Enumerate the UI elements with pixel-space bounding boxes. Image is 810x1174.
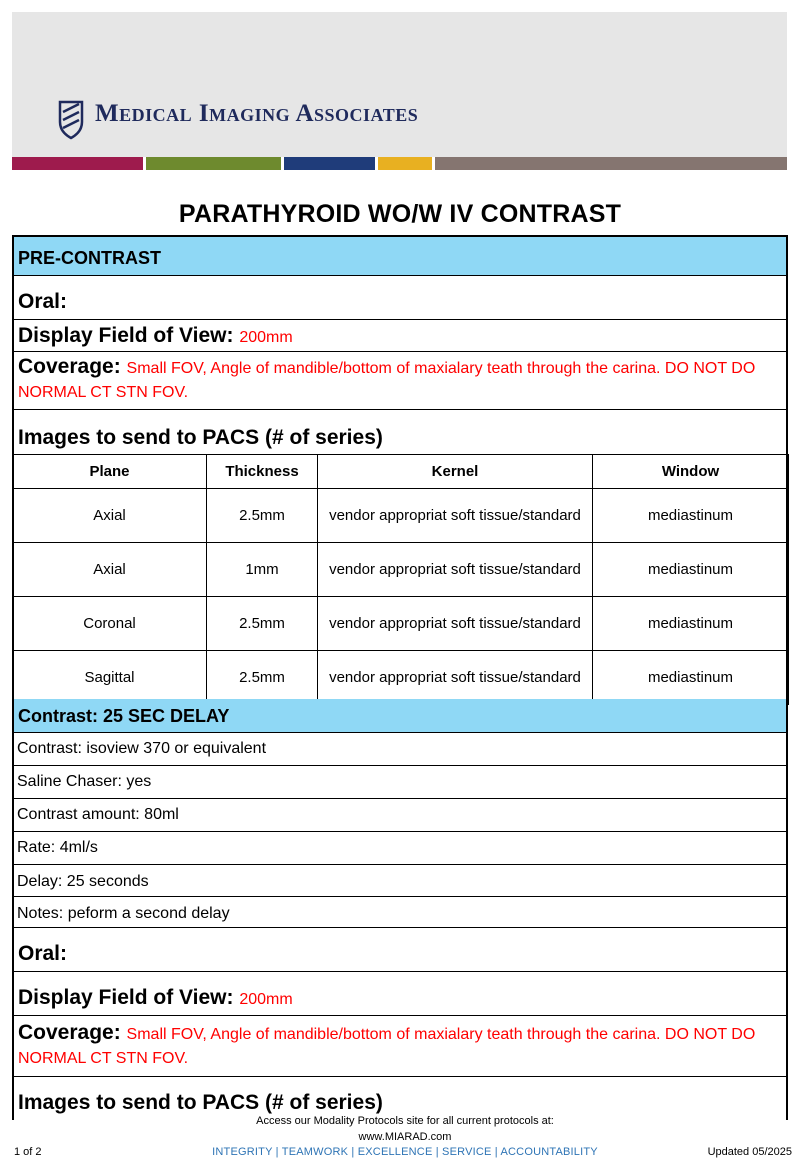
cell-thickness: 2.5mm xyxy=(207,489,318,543)
table-row xyxy=(13,489,789,543)
oral-row-2 xyxy=(12,928,788,972)
series-table xyxy=(12,454,789,705)
company-logo-text: Medical Imaging Associates xyxy=(95,100,419,127)
page-number: 1 of 2 xyxy=(14,1146,42,1158)
header-thickness: Thickness xyxy=(207,455,318,489)
footer-access-text: Access our Modality Protocols site for all current protocols at: xyxy=(256,1115,554,1127)
dfov-label-line-2 xyxy=(14,972,786,1010)
table-row xyxy=(13,597,789,651)
table-row xyxy=(13,543,789,597)
contrast-amount-text: Contrast amount: 80ml xyxy=(17,806,179,823)
coverage-text-4: NORMAL CT STN FOV. xyxy=(18,1050,189,1067)
cell-plane: Sagittal xyxy=(13,651,207,705)
dfov-label-2: Display Field of View: xyxy=(18,986,234,1009)
contrast-line xyxy=(12,733,788,766)
oral-label-2: Oral: xyxy=(18,942,68,965)
cell-plane: Coronal xyxy=(13,597,207,651)
cell-window: mediastinum xyxy=(593,597,789,651)
coverage-line xyxy=(14,352,786,382)
coverage-line-2 xyxy=(14,1016,786,1048)
images-label: Images to send to PACS (# of series) xyxy=(18,426,383,449)
series-header-row xyxy=(13,455,789,489)
contrast-line xyxy=(12,766,788,799)
dfov-label-line xyxy=(14,320,786,348)
coverage-row-2 xyxy=(12,1016,788,1077)
brand-stripe-3 xyxy=(284,157,375,170)
table-row xyxy=(13,651,789,705)
coverage-label-2: Coverage: xyxy=(18,1021,121,1044)
header-plane: Plane xyxy=(13,455,207,489)
contrast-heading-text: Contrast: 25 SEC DELAY xyxy=(18,706,230,726)
oral-row xyxy=(12,276,788,320)
pre-contrast-heading xyxy=(12,235,788,276)
brand-stripe-4 xyxy=(378,157,432,170)
rate-text: Rate: 4ml/s xyxy=(17,839,98,856)
cell-window: mediastinum xyxy=(593,489,789,543)
cell-kernel: vendor appropriat soft tissue/standard xyxy=(318,597,593,651)
images-row xyxy=(12,410,788,455)
cell-window: mediastinum xyxy=(593,543,789,597)
dfov-value-2: 200mm xyxy=(239,991,293,1008)
contrast-line xyxy=(12,832,788,865)
contrast-line xyxy=(12,865,788,897)
shield-logo-icon xyxy=(58,100,84,140)
images-label-2: Images to send to PACS (# of series) xyxy=(18,1091,383,1114)
brand-stripe-1 xyxy=(12,157,143,170)
contrast-line xyxy=(12,799,788,832)
cell-thickness: 1mm xyxy=(207,543,318,597)
oral-label: Oral: xyxy=(18,290,68,313)
cell-thickness: 2.5mm xyxy=(207,651,318,705)
dfov-row xyxy=(12,320,788,352)
coverage-text-2: NORMAL CT STN FOV. xyxy=(18,384,189,401)
coverage-label: Coverage: xyxy=(18,355,121,378)
cell-thickness: 2.5mm xyxy=(207,597,318,651)
coverage-row xyxy=(12,352,788,410)
dfov-value: 200mm xyxy=(239,329,293,346)
images-row-2 xyxy=(12,1077,788,1120)
cell-window: mediastinum xyxy=(593,651,789,705)
cell-kernel: vendor appropriat soft tissue/standard xyxy=(318,543,593,597)
dfov-label: Display Field of View: xyxy=(18,324,234,347)
updated-date: Updated 05/2025 xyxy=(707,1146,792,1158)
pre-contrast-heading-text: PRE-CONTRAST xyxy=(18,248,161,268)
header-kernel: Kernel xyxy=(318,455,593,489)
footer-values: INTEGRITY | TEAMWORK | EXCELLENCE | SERVICE | ACCOUNTABILITY xyxy=(212,1146,598,1158)
dfov-row-2 xyxy=(12,972,788,1016)
contrast-agent-text: Contrast: isoview 370 or equivalent xyxy=(17,740,267,757)
cell-plane: Axial xyxy=(13,489,207,543)
page-title: PARATHYROID WO/W IV CONTRAST xyxy=(178,200,622,228)
cell-kernel: vendor appropriat soft tissue/standard xyxy=(318,489,593,543)
coverage-text-3: Small FOV, Angle of mandible/bottom of maxialary teath through the carina. DO NOT DO xyxy=(126,1026,756,1043)
brand-stripe-2 xyxy=(146,157,281,170)
notes-text: Notes: peform a second delay xyxy=(17,905,230,922)
cell-plane: Axial xyxy=(13,543,207,597)
contrast-heading xyxy=(12,699,788,733)
header-band xyxy=(12,12,787,157)
header-window: Window xyxy=(593,455,789,489)
cell-kernel: vendor appropriat soft tissue/standard xyxy=(318,651,593,705)
delay-text: Delay: 25 seconds xyxy=(17,873,149,890)
saline-chaser-text: Saline Chaser: yes xyxy=(17,773,152,790)
footer-url[interactable]: www.MIARAD.com xyxy=(358,1131,452,1143)
contrast-line xyxy=(12,897,788,928)
coverage-text-1: Small FOV, Angle of mandible/bottom of maxialary teath through the carina. DO NOT DO xyxy=(126,360,756,377)
brand-stripe-5 xyxy=(435,157,787,170)
